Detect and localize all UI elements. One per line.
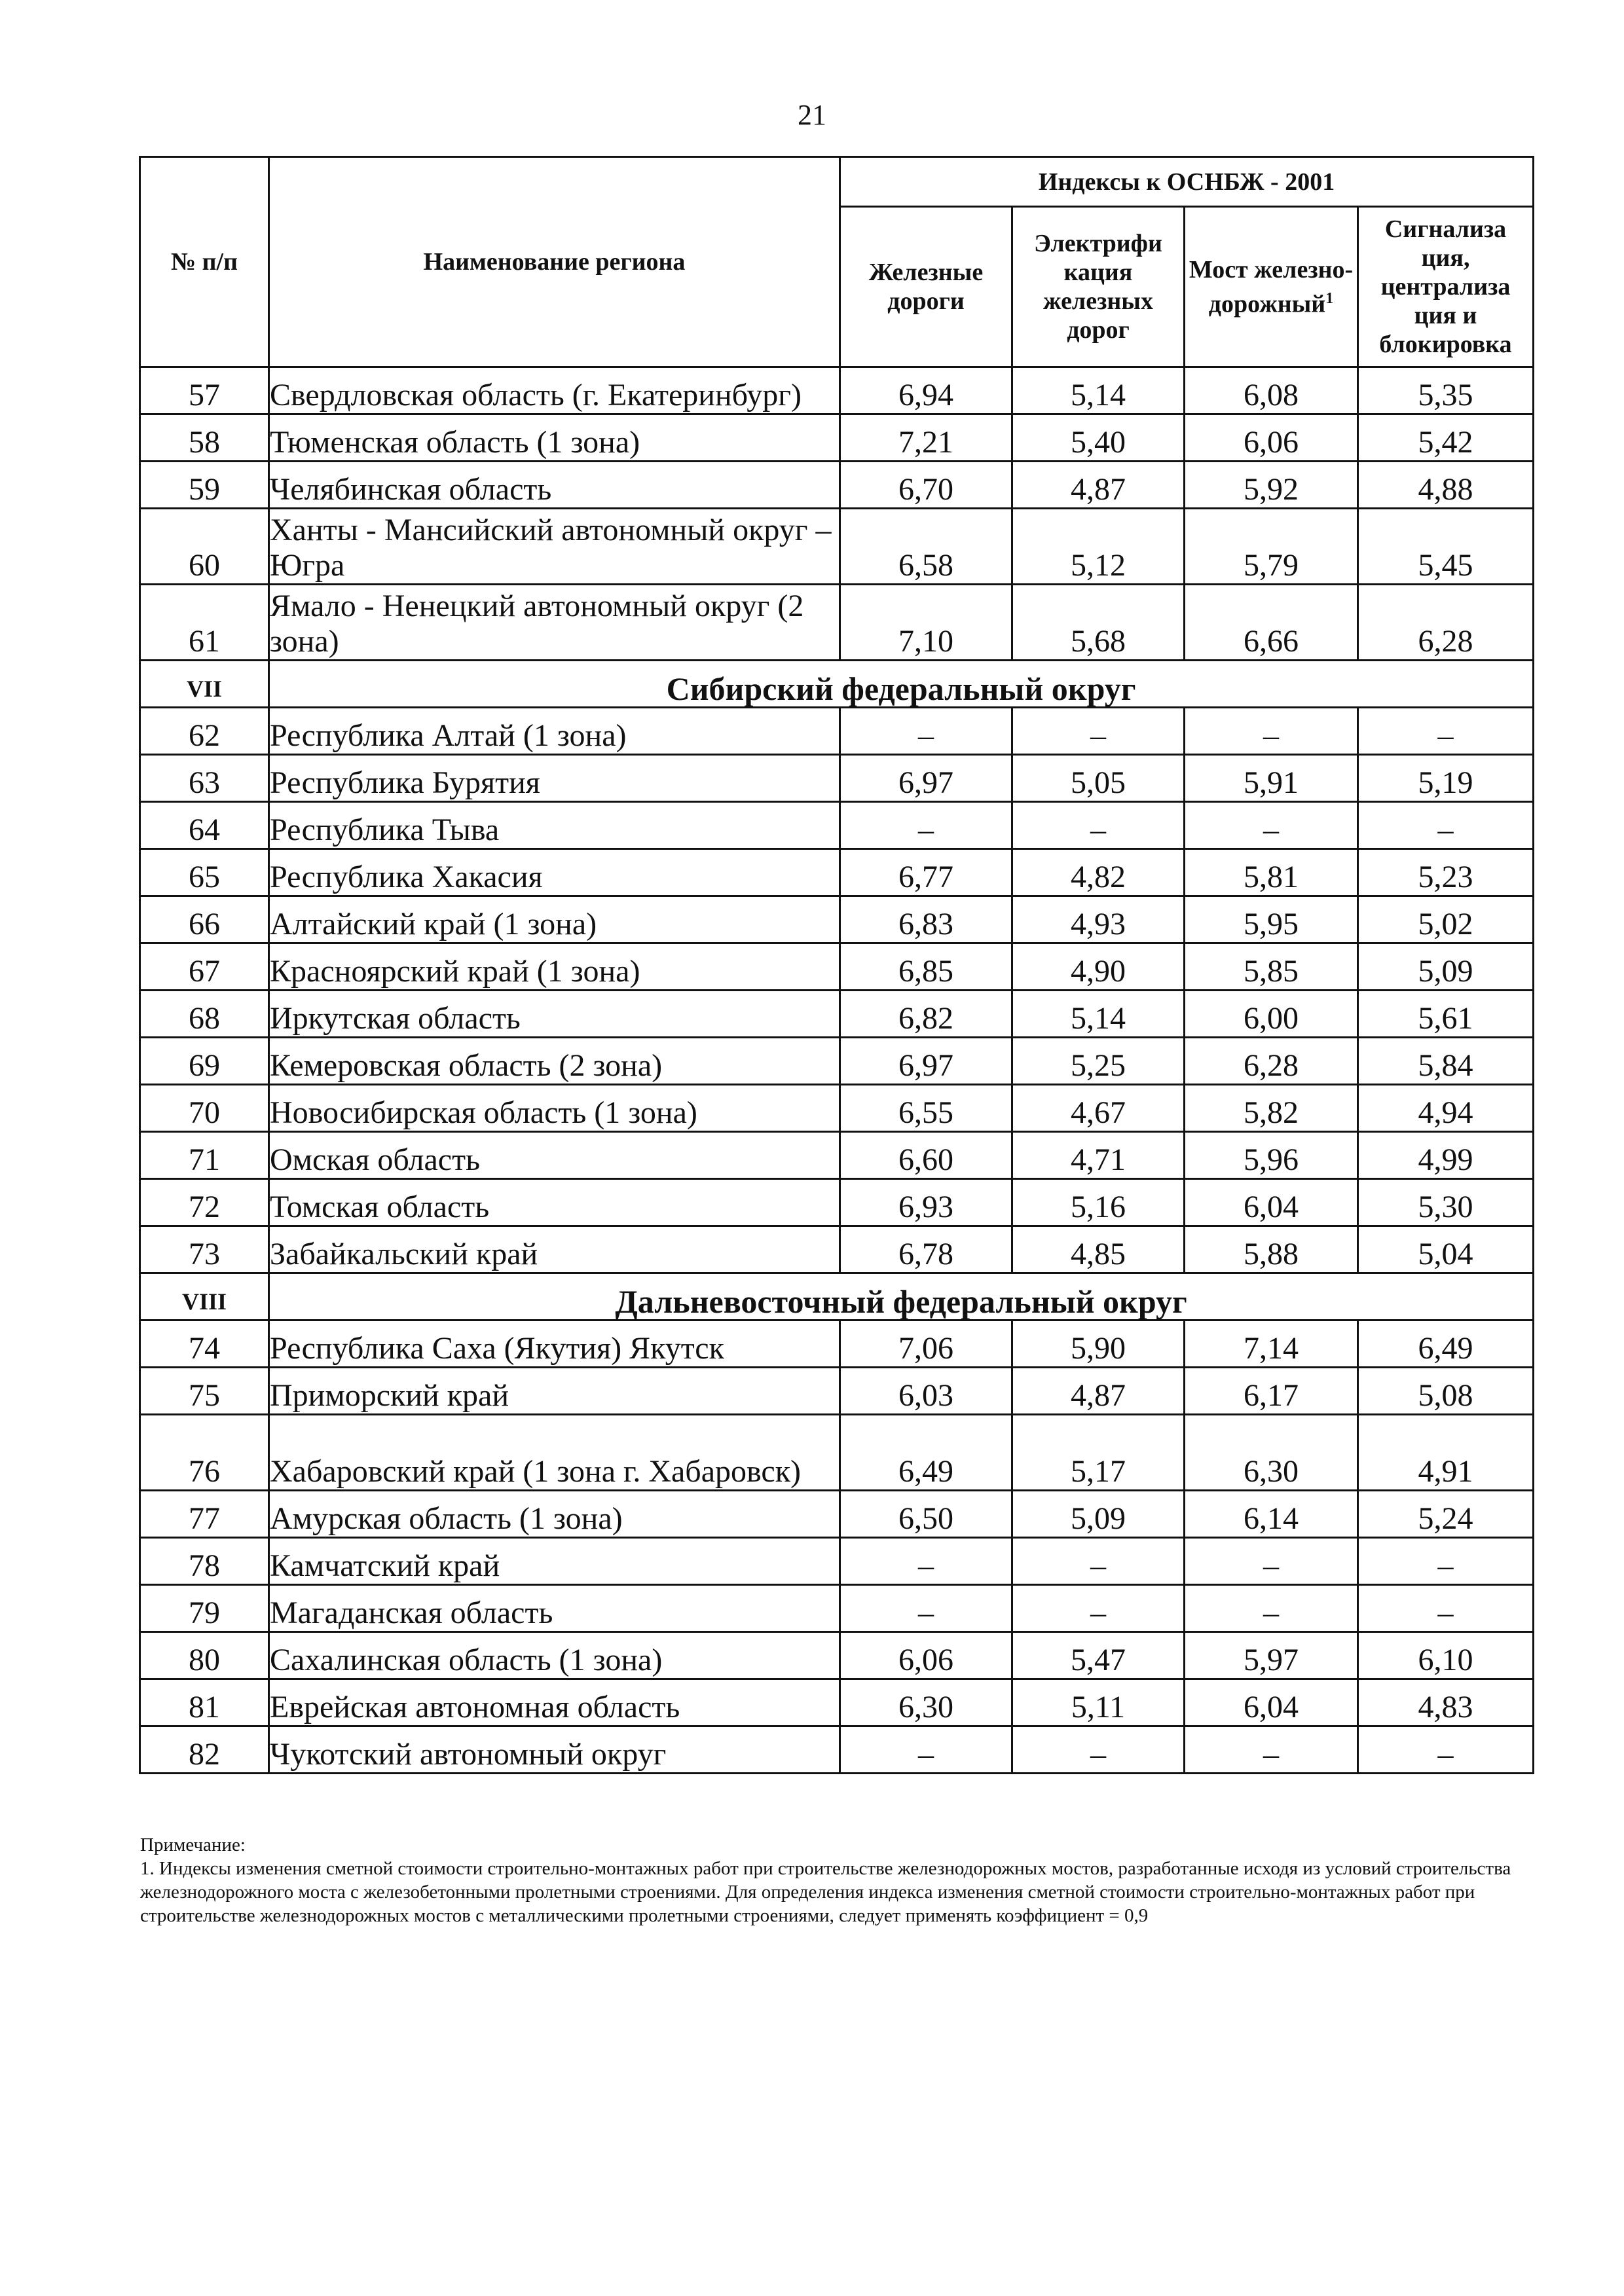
railways-index: 6,93 (840, 1179, 1012, 1226)
railways-index: 6,03 (840, 1368, 1012, 1415)
signalling-index: 5,08 (1358, 1368, 1534, 1415)
railways-index: 6,55 (840, 1085, 1012, 1132)
signalling-index: 4,94 (1358, 1085, 1534, 1132)
signalling-index: 5,42 (1358, 414, 1534, 462)
railways-index: 6,58 (840, 509, 1012, 585)
electrification-index: 5,17 (1012, 1415, 1185, 1491)
section-title: Дальневосточный федеральный округ (269, 1273, 1534, 1321)
region-name: Кемеровская область (2 зона) (269, 1038, 840, 1085)
signalling-index: – (1358, 1585, 1534, 1632)
railways-index: 6,70 (840, 462, 1012, 509)
electrification-index: 5,05 (1012, 755, 1185, 802)
row-number: 61 (140, 585, 269, 661)
electrification-index: 5,40 (1012, 414, 1185, 462)
header-number: № п/п (140, 157, 269, 367)
bridge-index: 6,66 (1185, 585, 1358, 661)
table-row (140, 1132, 1534, 1179)
signalling-index: 6,28 (1358, 585, 1534, 661)
table-row (140, 509, 1534, 585)
region-name: Челябинская область (269, 462, 840, 509)
electrification-index: 5,47 (1012, 1632, 1185, 1679)
electrification-index: 5,11 (1012, 1679, 1185, 1726)
row-number: 75 (140, 1368, 269, 1415)
signalling-index: 5,23 (1358, 849, 1534, 896)
bridge-index: 7,14 (1185, 1321, 1358, 1368)
region-name: Новосибирская область (1 зона) (269, 1085, 840, 1132)
railways-index: – (840, 802, 1012, 849)
table-row (140, 991, 1534, 1038)
bridge-index: – (1185, 708, 1358, 755)
footnote-title: Примечание: (140, 1834, 246, 1855)
railways-index: 6,78 (840, 1226, 1012, 1273)
table-row (140, 896, 1534, 943)
row-number: 82 (140, 1726, 269, 1774)
railways-index: 6,30 (840, 1679, 1012, 1726)
railways-index: 6,97 (840, 1038, 1012, 1085)
bridge-index: 6,28 (1185, 1038, 1358, 1085)
signalling-index: 5,45 (1358, 509, 1534, 585)
bridge-index: 6,00 (1185, 991, 1358, 1038)
railways-index: – (840, 1726, 1012, 1774)
region-name: Иркутская область (269, 991, 840, 1038)
signalling-index: 5,24 (1358, 1491, 1534, 1538)
footnote-text: 1. Индексы изменения сметной стоимости строительно-монтажных работ при строительстве железнодорожных мостов, разработанные исходя из условий строительства железнодорожного моста с железобетонными пролетными строениями. Для определения индекса изменения сметной стоимости строительно-монтажных работ при строительстве железнодорожных мостов с металлическими пролетными строениями, следует применять коэффициент = 0,9 (140, 1858, 1511, 1926)
signalling-index: – (1358, 1726, 1534, 1774)
row-number: 68 (140, 991, 269, 1038)
row-number: 67 (140, 943, 269, 991)
signalling-index: 4,88 (1358, 462, 1534, 509)
section-title: Сибирский федеральный округ (269, 661, 1534, 708)
signalling-index: 5,61 (1358, 991, 1534, 1038)
row-number: 73 (140, 1226, 269, 1273)
table-row (140, 849, 1534, 896)
region-name: Амурская область (1 зона) (269, 1491, 840, 1538)
header-railways: Железные дороги (840, 207, 1012, 367)
electrification-index: 4,90 (1012, 943, 1185, 991)
signalling-index: 4,99 (1358, 1132, 1534, 1179)
row-number: 70 (140, 1085, 269, 1132)
region-name: Томская область (269, 1179, 840, 1226)
header-signalling: Сигнализа ция, централиза ция и блокировка (1358, 207, 1534, 367)
table-row (140, 1491, 1534, 1538)
electrification-index: 4,82 (1012, 849, 1185, 896)
railways-index: 6,83 (840, 896, 1012, 943)
row-number: 58 (140, 414, 269, 462)
region-name: Омская область (269, 1132, 840, 1179)
region-name: Еврейская автономная область (269, 1679, 840, 1726)
row-number: 63 (140, 755, 269, 802)
electrification-index: 4,67 (1012, 1085, 1185, 1132)
table-row (140, 1368, 1534, 1415)
table-row (140, 1632, 1534, 1679)
row-number: 72 (140, 1179, 269, 1226)
bridge-index: 5,82 (1185, 1085, 1358, 1132)
row-number: 80 (140, 1632, 269, 1679)
row-number: 65 (140, 849, 269, 896)
railways-index: – (840, 1538, 1012, 1585)
bridge-index: 5,85 (1185, 943, 1358, 991)
row-number: 79 (140, 1585, 269, 1632)
signalling-index: 5,30 (1358, 1179, 1534, 1226)
section-number: VII (140, 661, 269, 708)
table-row (140, 1226, 1534, 1273)
electrification-index: – (1012, 1726, 1185, 1774)
region-name: Красноярский край (1 зона) (269, 943, 840, 991)
table-row (140, 1085, 1534, 1132)
signalling-index: 5,09 (1358, 943, 1534, 991)
row-number: 77 (140, 1491, 269, 1538)
signalling-index: 5,04 (1358, 1226, 1534, 1273)
table-row (140, 943, 1534, 991)
header-electrification: Электрифи кация железных дорог (1012, 207, 1185, 367)
railways-index: 6,94 (840, 367, 1012, 414)
electrification-index: – (1012, 1538, 1185, 1585)
bridge-index: 6,04 (1185, 1679, 1358, 1726)
row-number: 81 (140, 1679, 269, 1726)
bridge-index: 5,88 (1185, 1226, 1358, 1273)
electrification-index: 5,90 (1012, 1321, 1185, 1368)
table-row (140, 462, 1534, 509)
section-row (140, 661, 1534, 708)
bridge-index: 6,17 (1185, 1368, 1358, 1415)
electrification-index: – (1012, 802, 1185, 849)
railways-index: 7,21 (840, 414, 1012, 462)
electrification-index: 5,14 (1012, 367, 1185, 414)
section-row (140, 1273, 1534, 1321)
row-number: 64 (140, 802, 269, 849)
electrification-index: – (1012, 1585, 1185, 1632)
table-row (140, 708, 1534, 755)
region-name: Республика Саха (Якутия) Якутск (269, 1321, 840, 1368)
railways-index: 6,06 (840, 1632, 1012, 1679)
railways-index: 7,10 (840, 585, 1012, 661)
table-row (140, 802, 1534, 849)
table-row (140, 1585, 1534, 1632)
signalling-index: 4,83 (1358, 1679, 1534, 1726)
signalling-index: 5,19 (1358, 755, 1534, 802)
region-name: Республика Бурятия (269, 755, 840, 802)
railways-index: – (840, 708, 1012, 755)
region-name: Республика Алтай (1 зона) (269, 708, 840, 755)
bridge-index: 5,91 (1185, 755, 1358, 802)
signalling-index: – (1358, 1538, 1534, 1585)
region-name: Тюменская область (1 зона) (269, 414, 840, 462)
bridge-index: 6,08 (1185, 367, 1358, 414)
region-name: Хабаровский край (1 зона г. Хабаровск) (269, 1415, 840, 1491)
bridge-index: 5,81 (1185, 849, 1358, 896)
header-index-group: Индексы к ОСНБЖ - 2001 (840, 157, 1534, 207)
electrification-index: 5,16 (1012, 1179, 1185, 1226)
electrification-index: 4,87 (1012, 462, 1185, 509)
table-row (140, 414, 1534, 462)
bridge-index: – (1185, 802, 1358, 849)
signalling-index: 6,49 (1358, 1321, 1534, 1368)
indices-table (139, 156, 1534, 1774)
table-row (140, 585, 1534, 661)
section-number: VIII (140, 1273, 269, 1321)
bridge-index: 5,79 (1185, 509, 1358, 585)
row-number: 66 (140, 896, 269, 943)
railways-index: 6,97 (840, 755, 1012, 802)
row-number: 69 (140, 1038, 269, 1085)
bridge-index: 5,95 (1185, 896, 1358, 943)
electrification-index: 4,71 (1012, 1132, 1185, 1179)
electrification-index: 4,93 (1012, 896, 1185, 943)
region-name: Ямало - Ненецкий автономный округ (2 зона) (269, 585, 840, 661)
footnote (140, 1833, 1515, 1927)
railways-index: – (840, 1585, 1012, 1632)
railways-index: 6,49 (840, 1415, 1012, 1491)
table-row (140, 755, 1534, 802)
region-name: Магаданская область (269, 1585, 840, 1632)
bridge-index: 5,96 (1185, 1132, 1358, 1179)
bridge-index: 5,92 (1185, 462, 1358, 509)
bridge-index: – (1185, 1726, 1358, 1774)
electrification-index: 5,68 (1012, 585, 1185, 661)
row-number: 71 (140, 1132, 269, 1179)
signalling-index: 4,91 (1358, 1415, 1534, 1491)
region-name: Забайкальский край (269, 1226, 840, 1273)
signalling-index: 6,10 (1358, 1632, 1534, 1679)
row-number: 76 (140, 1415, 269, 1491)
region-name: Свердловская область (г. Екатеринбург) (269, 367, 840, 414)
electrification-index: 5,25 (1012, 1038, 1185, 1085)
table-row (140, 1321, 1534, 1368)
region-name: Камчатский край (269, 1538, 840, 1585)
region-name: Алтайский край (1 зона) (269, 896, 840, 943)
bridge-index: 5,97 (1185, 1632, 1358, 1679)
row-number: 74 (140, 1321, 269, 1368)
railways-index: 6,85 (840, 943, 1012, 991)
bridge-index: – (1185, 1585, 1358, 1632)
bridge-index: – (1185, 1538, 1358, 1585)
signalling-index: – (1358, 802, 1534, 849)
table-row (140, 1538, 1534, 1585)
table-row (140, 1679, 1534, 1726)
railways-index: 6,50 (840, 1491, 1012, 1538)
region-name: Ханты - Мансийский автономный округ – Югра (269, 509, 840, 585)
electrification-index: 5,12 (1012, 509, 1185, 585)
bridge-index: 6,04 (1185, 1179, 1358, 1226)
row-number: 78 (140, 1538, 269, 1585)
signalling-index: 5,84 (1358, 1038, 1534, 1085)
region-name: Приморский край (269, 1368, 840, 1415)
table-row (140, 1415, 1534, 1491)
railways-index: 7,06 (840, 1321, 1012, 1368)
region-name: Чукотский автономный округ (269, 1726, 840, 1774)
page-number: 21 (798, 99, 826, 131)
row-number: 57 (140, 367, 269, 414)
header-region-name: Наименование региона (269, 157, 840, 367)
region-name: Республика Тыва (269, 802, 840, 849)
signalling-index: 5,02 (1358, 896, 1534, 943)
railways-index: 6,77 (840, 849, 1012, 896)
table-row (140, 1179, 1534, 1226)
bridge-index: 6,06 (1185, 414, 1358, 462)
row-number: 60 (140, 509, 269, 585)
electrification-index: 4,87 (1012, 1368, 1185, 1415)
row-number: 59 (140, 462, 269, 509)
table-body (140, 367, 1534, 1774)
electrification-index: – (1012, 708, 1185, 755)
electrification-index: 5,14 (1012, 991, 1185, 1038)
electrification-index: 4,85 (1012, 1226, 1185, 1273)
railways-index: 6,82 (840, 991, 1012, 1038)
railways-index: 6,60 (840, 1132, 1012, 1179)
footnote-marker: 1 (1325, 289, 1334, 307)
signalling-index: – (1358, 708, 1534, 755)
table-row (140, 367, 1534, 414)
signalling-index: 5,35 (1358, 367, 1534, 414)
table-row (140, 1726, 1534, 1774)
table-row (140, 1038, 1534, 1085)
electrification-index: 5,09 (1012, 1491, 1185, 1538)
header-railway-bridge: Мост железно-дорожный$^1$ (1185, 207, 1358, 367)
bridge-index: 6,14 (1185, 1491, 1358, 1538)
region-name: Сахалинская область (1 зона) (269, 1632, 840, 1679)
bridge-index: 6,30 (1185, 1415, 1358, 1491)
region-name: Республика Хакасия (269, 849, 840, 896)
row-number: 62 (140, 708, 269, 755)
